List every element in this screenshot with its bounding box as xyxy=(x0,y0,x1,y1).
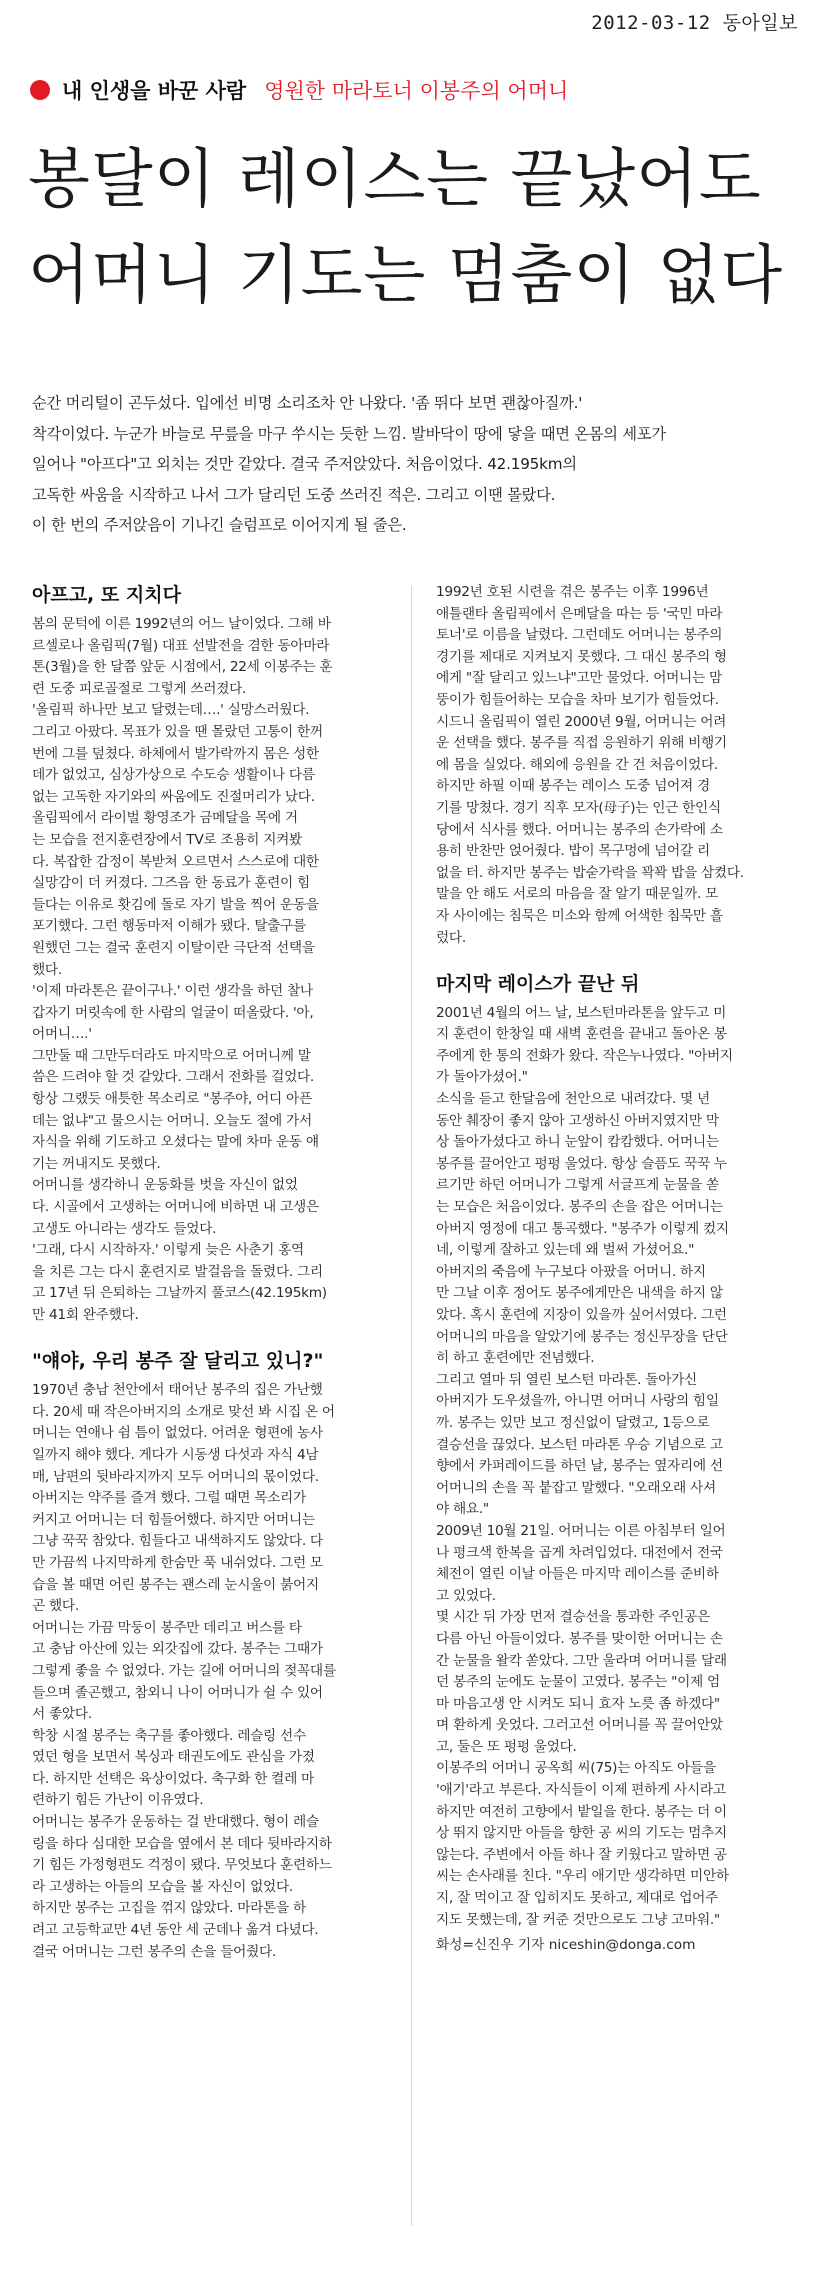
text-line: 까. 봉주는 있만 보고 정신없이 달렸고, 1등으로 xyxy=(436,1414,710,1431)
text-line: 라 고생하는 아들의 모습을 볼 자신이 없었다. xyxy=(32,1878,293,1895)
text-line: 향에서 카퍼레이드를 하던 날, 봉주는 옆자리에 선 xyxy=(436,1458,723,1475)
series-label: 내 인생을 바꾼 사람 xyxy=(62,79,247,103)
text-line: 동안 췌장이 좋지 않아 고생하신 아버지였지만 막 xyxy=(436,1112,719,1129)
text-line: 고생도 아니라는 생각도 들었다. xyxy=(32,1220,217,1237)
paragraph xyxy=(436,712,788,777)
headline-line-1: 봉달이 레이스는 끝났어도 xyxy=(28,143,762,217)
paragraph xyxy=(32,981,384,1046)
paragraph xyxy=(32,1726,384,1812)
column-divider xyxy=(411,586,412,2226)
paragraph xyxy=(32,1046,384,1176)
paragraph xyxy=(436,1521,788,1607)
text-line: 톤(3월)을 한 달쯤 앞둔 시점에서, 22세 이봉주는 훈 xyxy=(32,659,333,676)
text-line: '그래, 다시 시작하자.' 이렇게 늦은 사춘기 홍역 xyxy=(32,1242,304,1259)
text-line: 2009년 10월 21일. 어머니는 이른 아침부터 일어 xyxy=(436,1522,726,1539)
text-line: 번에 그를 덮쳤다. 하체에서 발가락까지 몸은 성한 xyxy=(32,745,319,762)
text-line: 에 몸을 실었다. 해외에 응원을 간 건 처음이었다. xyxy=(436,756,718,773)
text-line: 하지만 하필 이때 봉주는 레이스 도중 넘어져 경 xyxy=(436,778,710,795)
text-line: 기 힘든 가정형편도 걱정이 됐다. 무엇보다 훈련하느 xyxy=(32,1857,332,1874)
text-line: 는 모습은 처음이었다. 봉주의 손을 잡은 어머니는 xyxy=(436,1199,723,1216)
text-line: 련 도중 피로골절로 그렇게 쓰러졌다. xyxy=(32,680,247,697)
text-line: 였던 형을 보면서 복싱과 태권도에도 관심을 가졌 xyxy=(32,1749,315,1766)
text-line: 1970년 충남 천안에서 태어난 봉주의 집은 가난했 xyxy=(32,1382,323,1399)
text-line: 씨는 손사래를 친다. "우리 애기만 생각하면 미안하 xyxy=(436,1868,729,1885)
paragraph xyxy=(32,1812,384,1898)
text-line: 들으며 졸곤했고, 참외니 나이 어머니가 쉴 수 있어 xyxy=(32,1684,323,1701)
headline-line-2: 어머니 기도는 멈춤이 없다 xyxy=(28,239,784,313)
text-line: 머니는 연애나 쉼 틈이 없었다. 어려운 형편에 농사 xyxy=(32,1425,323,1442)
lead-line: 착각이었다. 누군가 바늘로 무릎을 마구 쑤시는 듯한 느낌. 발바닥이 땅에 닿을 때면 온몸의 세포가 xyxy=(32,424,666,443)
text-line: 마 마음고생 안 시켜도 되니 효자 노릇 좀 하겠다" xyxy=(436,1695,720,1712)
text-line: 매, 남편의 뒷바라지까지 모두 어머니의 몫이었다. xyxy=(32,1468,319,1485)
text-line: 데는 없냐"고 물으시는 어머니. 오늘도 절에 가서 xyxy=(32,1112,312,1129)
text-line: 데가 없었고, 심상가상으로 수도승 생활이나 다름 xyxy=(32,767,315,784)
text-line: 지, 잘 먹이고 잘 입히지도 못하고, 제대로 업어주 xyxy=(436,1890,718,1907)
text-line: 그만둘 때 그만두더라도 마지막으로 어머니께 말 xyxy=(32,1047,311,1064)
text-line: 나 평크색 한복을 곱게 차려입었다. 대전에서 전국 xyxy=(436,1544,723,1561)
text-line: 시드니 올림픽이 열린 2000년 9월, 어머니는 어려 xyxy=(436,713,727,730)
text-line: 그리고 아팠다. 목표가 있을 땐 몰랐던 고통이 한꺼 xyxy=(32,723,323,740)
source-line: 2012-03-12 동아일보 xyxy=(591,12,798,34)
text-line: 상 돌아가셨다고 하니 눈앞이 캄캄했다. 어머니는 xyxy=(436,1134,719,1151)
text-line: 고 충남 아산에 있는 외갓집에 갔다. 봉주는 그때가 xyxy=(32,1641,323,1658)
text-line: 하지만 여전히 고향에서 밭일을 한다. 봉주는 더 이 xyxy=(436,1803,727,1820)
text-line: 결국 어머니는 그런 봉주의 손을 들어줬다. xyxy=(32,1943,276,1960)
section-heading: 아프고, 또 지치다 xyxy=(32,584,181,606)
text-line: 다. 복잡한 감정이 복받쳐 오르면서 스스로에 대한 xyxy=(32,853,319,870)
text-line: 고, 둘은 또 펑펑 울었다. xyxy=(436,1738,577,1755)
text-line: 경기를 제대로 지켜보지 못했다. 그 대신 봉주의 형 xyxy=(436,648,727,665)
series-subtitle: 영원한 마라토너 이봉주의 어머니 xyxy=(264,79,569,103)
section-spacer xyxy=(436,949,788,971)
text-line: 서 좋았다. xyxy=(32,1706,92,1723)
text-line: 련하기 힘든 가난이 이유였다. xyxy=(32,1792,204,1809)
text-line: 르셀로나 올림픽(7월) 대표 선발전을 겸한 동아마라 xyxy=(32,637,330,654)
text-line: 습을 볼 때면 어린 봉주는 괜스레 눈시울이 붉어지 xyxy=(32,1576,319,1593)
text-line: 2001년 4월의 어느 날, 보스턴마라톤을 앞두고 미 xyxy=(436,1004,727,1021)
text-line: 체전이 열린 이날 아들은 마지막 레이스를 준비하 xyxy=(436,1566,719,1583)
text-line: 용히 반찬만 얹어줬다. 밥이 목구멍에 넘어갈 리 xyxy=(436,843,710,860)
section-heading: "얘야, 우리 봉주 잘 달리고 있니?" xyxy=(32,1350,324,1373)
paragraph xyxy=(436,1003,788,1089)
text-line: 했다. xyxy=(32,961,62,978)
text-line: 없을 터. 하지만 봉주는 밥숟가락을 꽉꽉 밥을 삼켰다. xyxy=(436,864,744,881)
text-line: 려고 고등학교만 4년 동안 세 군데나 옮겨 다녔다. xyxy=(32,1922,319,1939)
paragraph xyxy=(436,1089,788,1262)
text-line: 며 환하게 웃었다. 그러고선 어머니를 꼭 끌어안았 xyxy=(436,1717,723,1734)
text-line: 애틀랜타 올림픽에서 은메달을 따는 등 '국민 마라 xyxy=(436,605,723,622)
text-line: 에게 "잘 달리고 있느냐"고만 물었다. 어머니는 맘 xyxy=(436,670,722,687)
paragraph xyxy=(436,1262,788,1370)
text-line: 실망감이 더 커졌다. 그즈음 한 동료가 훈련이 힘 xyxy=(32,875,310,892)
paragraph xyxy=(436,1758,788,1931)
byline: 화성=신진우 기자 niceshin@donga.com xyxy=(436,1937,696,1954)
section-heading: 마지막 레이스가 끝난 뒤 xyxy=(436,972,640,995)
article-column-left xyxy=(32,582,384,1963)
text-line: 학창 시절 봉주는 축구를 좋아했다. 레슬링 선수 xyxy=(32,1727,306,1744)
text-line: 몇 시간 뒤 가장 먼저 결승선을 통과한 주인공은 xyxy=(436,1609,710,1626)
text-line: 렀다. xyxy=(436,929,466,946)
text-line: 않는다. 주변에서 아들 하나 잘 키웠다고 말하면 공 xyxy=(436,1846,727,1863)
article-column-right xyxy=(436,582,788,1957)
text-line: 올림픽에서 라이벌 황영조가 금메달을 목에 거 xyxy=(32,810,298,827)
text-line: 이봉주의 어머니 공옥희 씨(75)는 아직도 아들을 xyxy=(436,1760,716,1777)
lead-line: 고독한 싸움을 시작하고 나서 그가 달리던 도중 쓰러진 적은. 그리고 이땐 몰랐다. xyxy=(32,485,556,504)
text-line: 을 치른 그는 다시 훈련지로 발걸음을 돌렸다. 그리 xyxy=(32,1263,323,1280)
series-bar xyxy=(30,74,786,106)
text-line: 하지만 봉주는 고집을 꺾지 않았다. 마라톤을 하 xyxy=(32,1900,306,1917)
text-line: 주에게 한 통의 전화가 왔다. 작은누나였다. "아버지 xyxy=(436,1047,733,1064)
text-line: 야 해요." xyxy=(436,1501,489,1518)
text-line: 만 가끔씩 나지막하게 한숨만 푹 내쉬었다. 그런 모 xyxy=(32,1554,323,1571)
text-line: 았다. 혹시 훈련에 지장이 있을까 싶어서였다. 그런 xyxy=(436,1307,727,1323)
paragraph xyxy=(436,1607,788,1758)
text-line: 만 41회 완주했다. xyxy=(32,1307,139,1323)
paragraph xyxy=(32,1175,384,1240)
paragraph xyxy=(436,776,788,949)
text-line: 아버지는 약주를 즐겨 했다. 그럴 때면 목소리가 xyxy=(32,1490,306,1507)
text-line: 결승선을 끊었다. 보스턴 마라톤 우승 기념으로 고 xyxy=(436,1436,723,1453)
paragraph xyxy=(436,1370,788,1521)
text-line: 아버지 영정에 대고 통곡했다. "봉주가 이렇게 컸지 xyxy=(436,1220,729,1237)
text-line: 다. 하지만 선택은 육상이었다. 축구화 한 켤레 마 xyxy=(32,1770,314,1787)
text-line: 포기했다. 그런 행동마저 이해가 됐다. 탈출구를 xyxy=(32,918,306,935)
paragraph xyxy=(32,1618,384,1726)
text-line: 들다는 이유로 홧김에 돌로 자기 발을 찍어 운동을 xyxy=(32,896,319,913)
text-line: '이제 마라톤은 끝이구나.' 이런 생각을 하던 찰나 xyxy=(32,983,313,1000)
paragraph xyxy=(436,582,788,712)
section-spacer xyxy=(32,1327,384,1349)
text-line: 1992년 호된 시련을 겪은 봉주는 이후 1996년 xyxy=(436,584,709,600)
lead-line: 순간 머리털이 곤두섰다. 입에선 비명 소리조차 안 나왔다. '좀 뛰다 보면 괜찮아질까.' xyxy=(32,394,583,412)
text-line: 만 그날 이후 정어도 봉주에게만은 내색을 하지 않 xyxy=(436,1285,723,1302)
paragraph xyxy=(32,1898,384,1963)
text-line: 가 돌아가셨어." xyxy=(436,1069,528,1086)
text-line: 봄의 문턱에 이른 1992년의 어느 날이었다. 그해 바 xyxy=(32,616,331,632)
text-line: 기를 망쳤다. 경기 직후 모자(母子)는 인근 한인식 xyxy=(436,799,721,816)
text-line: 어머니는 봉주가 운동하는 걸 반대했다. 형이 레슬 xyxy=(32,1814,319,1831)
text-line: 고 있었다. xyxy=(436,1587,496,1604)
text-line: 네, 이렇게 잘하고 있는데 왜 벌써 가셨어요." xyxy=(436,1242,695,1259)
text-line: 어머니의 마음을 알았기에 봉주는 정신무장을 단단 xyxy=(436,1328,728,1345)
text-line: 는 모습을 전지훈련장에서 TV로 조용히 지켜봤 xyxy=(32,831,302,848)
paragraph xyxy=(32,700,384,808)
text-line: 그리고 열마 뒤 열린 보스턴 마라톤. 돌아가신 xyxy=(436,1371,697,1388)
paragraph xyxy=(32,1488,384,1618)
text-line: 갑자기 머릿속에 한 사람의 얼굴이 떠올랐다. '아, xyxy=(32,1004,314,1021)
text-line: 어머니….' xyxy=(32,1026,92,1043)
text-line: 씀은 드려야 할 것 같았다. 그래서 전화를 걸었다. xyxy=(32,1069,314,1086)
text-line: 봉주를 끌어안고 펑펑 울었다. 항상 슬픔도 꾹꾹 누 xyxy=(436,1155,727,1172)
headline xyxy=(28,132,796,324)
text-line: 없는 고독한 자기와의 싸움에도 진절머리가 났다. xyxy=(32,788,315,805)
text-line: 고 17년 뒤 은퇴하는 그날까지 풀코스(42.195km) xyxy=(32,1285,327,1302)
text-line: '애기'라고 부른다. 자식들이 이제 편하게 사시라고 xyxy=(436,1782,726,1799)
text-line: 상 뛰지 않지만 아들을 향한 공 씨의 기도는 멈추지 xyxy=(436,1825,727,1842)
text-line: 르기만 하던 어머니가 그렇게 서글프게 눈물을 쏟 xyxy=(436,1177,719,1194)
paragraph xyxy=(32,1240,384,1326)
text-line: 원했던 그는 결국 훈련지 이탈이란 극단적 선택을 xyxy=(32,939,315,956)
text-line: 어머니의 손을 꼭 붙잡고 말했다. "오래오래 사셔 xyxy=(436,1479,716,1496)
text-line: 그렇게 좋을 수 없었다. 가는 길에 어머니의 젖꼭대를 xyxy=(32,1662,336,1679)
text-line: 자 사이에는 침묵은 미소와 함께 어색한 침묵만 흘 xyxy=(436,907,723,924)
text-line: 어머니를 생각하니 운동화를 벗을 자신이 없었 xyxy=(32,1177,298,1194)
lead-paragraph xyxy=(32,388,786,541)
text-line: 그냥 꾹꾹 참았다. 힘들다고 내색하지도 않았다. 다 xyxy=(32,1533,323,1550)
text-line: '올림픽 하나만 보고 달렸는데….' 실망스러웠다. xyxy=(32,702,310,719)
text-line: 지도 못했는데, 잘 커준 것만으로도 그냥 고마워." xyxy=(436,1911,720,1928)
text-line: 링을 하다 심대한 모습을 옆에서 본 데다 뒷바라지하 xyxy=(32,1835,332,1852)
lead-line: 일어나 "아프다"고 외치는 것만 같았다. 결국 주저앉았다. 처음이었다. 42.195km의 xyxy=(32,455,577,473)
text-line: 아버지의 죽음에 누구보다 아팠을 어머니. 하지 xyxy=(436,1263,706,1280)
text-line: 소식을 듣고 한달음에 천안으로 내려갔다. 몇 년 xyxy=(436,1091,710,1108)
text-line: 아버지가 도우셨을까, 아니면 어머니 사랑의 힘일 xyxy=(436,1393,719,1410)
text-line: 운 선택을 했다. 봉주를 직접 응원하기 위해 비행기 xyxy=(436,735,727,752)
text-line: 간 눈물을 왈칵 쏟았다. 그만 울라며 어머니를 달래 xyxy=(436,1652,727,1669)
text-line: 당에서 식사를 했다. 어머니는 봉주의 손가락에 소 xyxy=(436,821,723,838)
text-line: 일까지 해야 했다. 게다가 시동생 다섯과 자식 4남 xyxy=(32,1446,319,1463)
text-line: 말을 안 해도 서로의 마음을 잘 알기 때문일까. 모 xyxy=(436,886,718,903)
text-line: 히 하고 훈련에만 전념했다. xyxy=(436,1350,595,1367)
text-line: 다름 아닌 아들이었다. 봉주를 맞이한 어머니는 손 xyxy=(436,1630,723,1647)
text-line: 자식을 위해 기도하고 오셨다는 말에 차마 운동 얘 xyxy=(32,1134,319,1151)
paragraph xyxy=(32,808,384,981)
text-line: 던 봉주의 눈에도 눈물이 고였다. 봉주는 "이제 엄 xyxy=(436,1674,720,1691)
text-line: 커지고 어머니는 더 힘들어했다. 하지만 어머니는 xyxy=(32,1511,315,1528)
red-dot-icon xyxy=(30,80,50,100)
text-line: 뚱이가 힘들어하는 모습을 차마 보기가 힘들었다. xyxy=(436,691,719,708)
lead-line: 이 한 번의 주저앉음이 기나긴 슬럼프로 이어지게 될 줄은. xyxy=(32,516,407,534)
article-body xyxy=(32,582,788,2232)
text-line: 지 훈련이 한창일 때 새벽 훈련을 끝내고 돌아온 봉 xyxy=(436,1026,727,1043)
text-line: 기는 꺼내지도 못했다. xyxy=(32,1155,161,1172)
text-line: 다. 20세 때 작은아버지의 소개로 맞선 봐 시집 온 어 xyxy=(32,1403,335,1420)
text-line: 어머니는 가끔 막둥이 봉주만 데리고 버스를 타 xyxy=(32,1619,302,1636)
text-line: 항상 그랬듯 애틋한 목소리로 "봉주야, 어디 아픈 xyxy=(32,1091,312,1108)
text-line: 다. 시골에서 고생하는 어머니에 비하면 내 고생은 xyxy=(32,1199,319,1216)
paragraph xyxy=(32,614,384,700)
text-line: 곤 했다. xyxy=(32,1598,79,1615)
paragraph xyxy=(32,1380,384,1488)
text-line: 토너'로 이름을 날렸다. 그런데도 어머니는 봉주의 xyxy=(436,627,723,644)
